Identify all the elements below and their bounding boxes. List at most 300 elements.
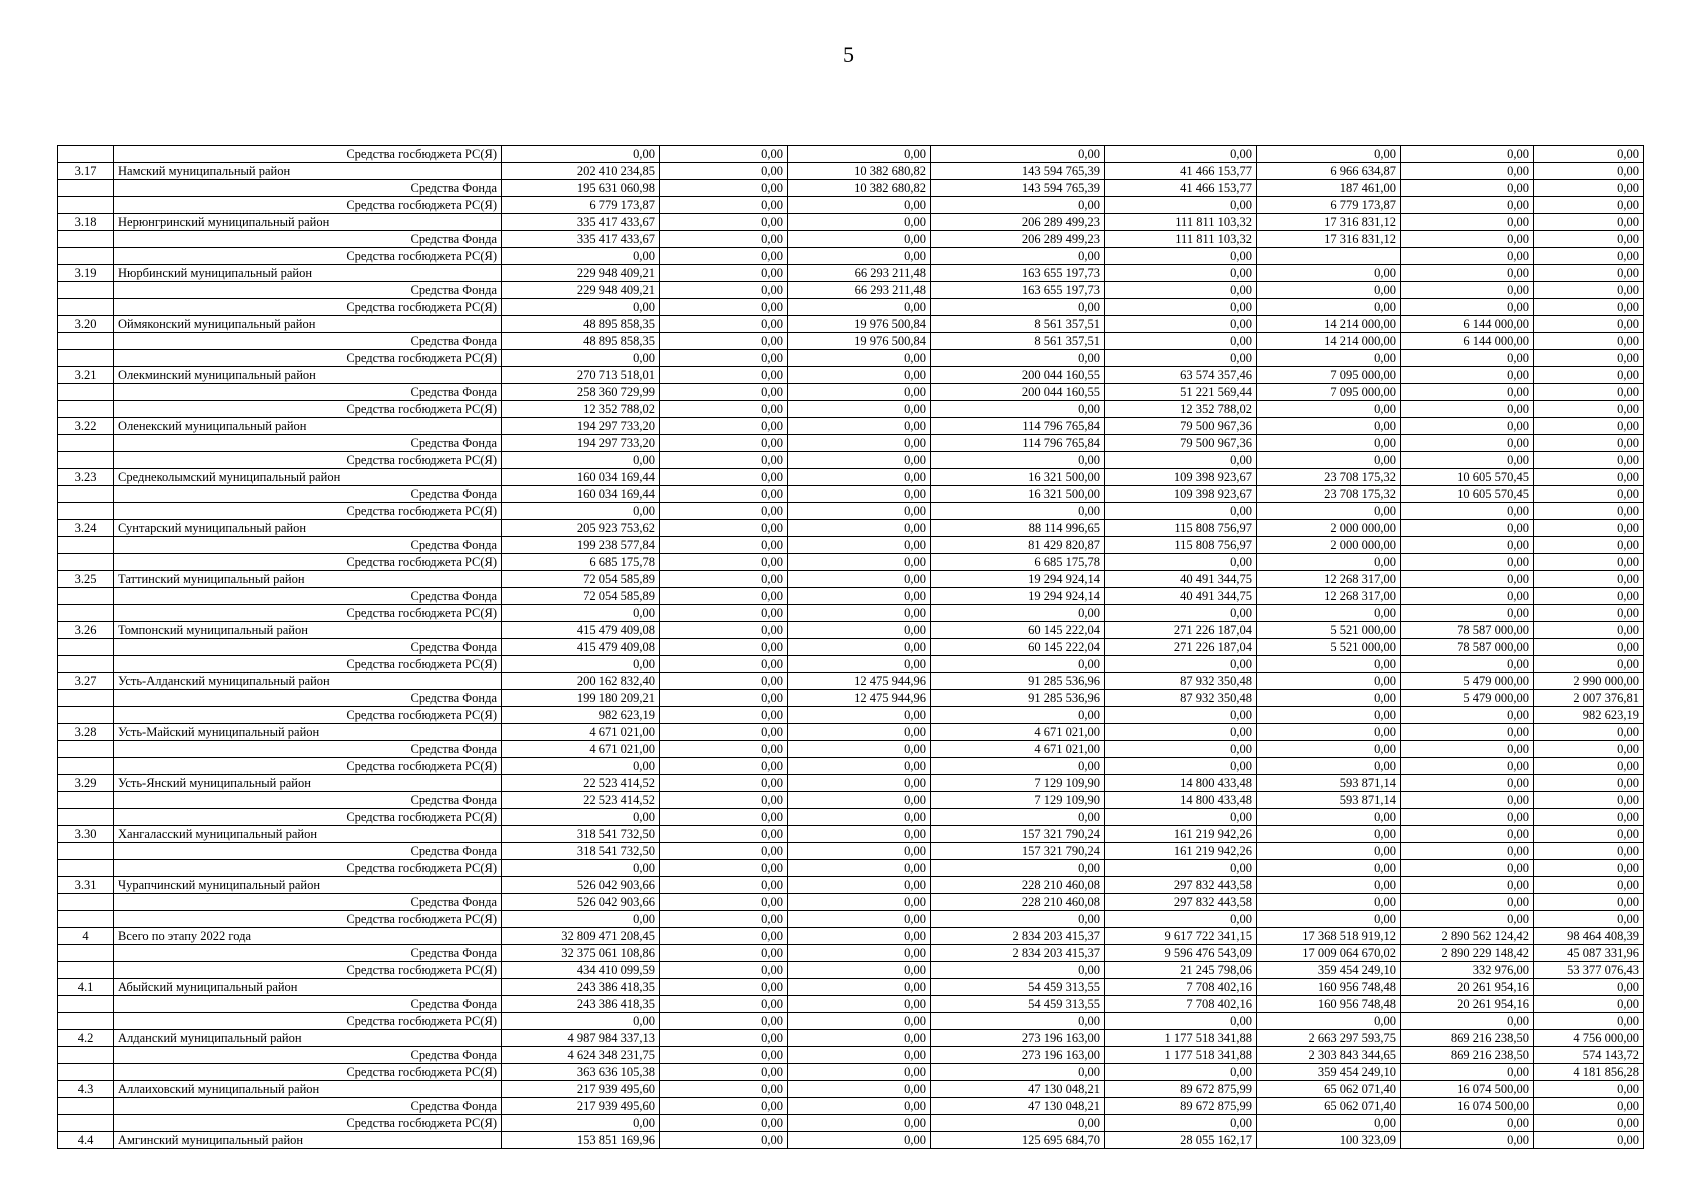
amount-cell: 206 289 499,23 <box>931 231 1105 248</box>
amount-cell: 0,00 <box>788 826 931 843</box>
district-name: Чурапчинский муниципальный район <box>114 877 502 894</box>
amount-cell: 0,00 <box>931 911 1105 928</box>
funding-source-label: Средства Фонда <box>114 945 502 962</box>
amount-cell: 0,00 <box>1534 639 1644 656</box>
amount-cell: 0,00 <box>1257 554 1401 571</box>
amount-cell: 202 410 234,85 <box>502 163 660 180</box>
amount-cell: 88 114 996,65 <box>931 520 1105 537</box>
amount-cell: 66 293 211,48 <box>788 265 931 282</box>
amount-cell: 869 216 238,50 <box>1401 1047 1534 1064</box>
amount-cell: 0,00 <box>1534 299 1644 316</box>
amount-cell: 0,00 <box>660 197 788 214</box>
amount-cell: 0,00 <box>788 996 931 1013</box>
row-number <box>58 962 114 979</box>
amount-cell: 0,00 <box>1257 656 1401 673</box>
amount-cell: 5 521 000,00 <box>1257 639 1401 656</box>
amount-cell: 12 268 317,00 <box>1257 588 1401 605</box>
amount-cell: 0,00 <box>1534 180 1644 197</box>
row-number: 3.29 <box>58 775 114 792</box>
row-number <box>58 639 114 656</box>
amount-cell: 19 976 500,84 <box>788 316 931 333</box>
amount-cell: 0,00 <box>1257 435 1401 452</box>
amount-cell: 318 541 732,50 <box>502 843 660 860</box>
amount-cell: 0,00 <box>1534 1115 1644 1132</box>
district-name: Сунтарский муниципальный район <box>114 520 502 537</box>
amount-cell: 0,00 <box>1401 418 1534 435</box>
amount-cell: 271 226 187,04 <box>1105 622 1257 639</box>
amount-cell: 199 180 209,21 <box>502 690 660 707</box>
amount-cell: 157 321 790,24 <box>931 826 1105 843</box>
amount-cell: 229 948 409,21 <box>502 282 660 299</box>
table-subrow <box>58 707 1644 724</box>
amount-cell: 114 796 765,84 <box>931 418 1105 435</box>
amount-cell: 19 294 924,14 <box>931 571 1105 588</box>
amount-cell: 7 095 000,00 <box>1257 384 1401 401</box>
amount-cell: 0,00 <box>660 1132 788 1149</box>
funding-source-label: Средства госбюджета РС(Я) <box>114 452 502 469</box>
amount-cell: 6 144 000,00 <box>1401 316 1534 333</box>
amount-cell: 7 129 109,90 <box>931 792 1105 809</box>
amount-cell: 109 398 923,67 <box>1105 469 1257 486</box>
amount-cell: 0,00 <box>1534 214 1644 231</box>
amount-cell: 0,00 <box>788 758 931 775</box>
amount-cell: 17 316 831,12 <box>1257 231 1401 248</box>
amount-cell: 65 062 071,40 <box>1257 1098 1401 1115</box>
amount-cell: 0,00 <box>1105 911 1257 928</box>
amount-cell: 0,00 <box>1401 452 1534 469</box>
amount-cell: 0,00 <box>660 673 788 690</box>
amount-cell <box>1257 248 1401 265</box>
amount-cell: 0,00 <box>660 1081 788 1098</box>
amount-cell: 0,00 <box>660 809 788 826</box>
table-subrow <box>58 452 1644 469</box>
funding-source-label: Средства Фонда <box>114 690 502 707</box>
amount-cell: 0,00 <box>660 741 788 758</box>
amount-cell: 0,00 <box>1257 350 1401 367</box>
amount-cell: 0,00 <box>1105 333 1257 350</box>
table-row <box>58 928 1644 945</box>
funding-source-label: Средства госбюджета РС(Я) <box>114 146 502 163</box>
row-number: 3.31 <box>58 877 114 894</box>
amount-cell: 0,00 <box>1534 197 1644 214</box>
amount-cell: 0,00 <box>660 979 788 996</box>
amount-cell: 0,00 <box>1105 248 1257 265</box>
funding-source-label: Средства Фонда <box>114 588 502 605</box>
amount-cell: 0,00 <box>1401 605 1534 622</box>
amount-cell: 0,00 <box>660 928 788 945</box>
amount-cell: 0,00 <box>931 350 1105 367</box>
row-number: 3.17 <box>58 163 114 180</box>
amount-cell: 0,00 <box>931 605 1105 622</box>
amount-cell: 0,00 <box>1534 316 1644 333</box>
amount-cell: 2 834 203 415,37 <box>931 928 1105 945</box>
amount-cell: 0,00 <box>1401 367 1534 384</box>
amount-cell: 2 890 562 124,42 <box>1401 928 1534 945</box>
amount-cell: 109 398 923,67 <box>1105 486 1257 503</box>
table-subrow <box>58 843 1644 860</box>
amount-cell: 0,00 <box>931 1115 1105 1132</box>
amount-cell: 217 939 495,60 <box>502 1081 660 1098</box>
amount-cell: 22 523 414,52 <box>502 792 660 809</box>
amount-cell: 0,00 <box>1534 1132 1644 1149</box>
amount-cell: 0,00 <box>660 384 788 401</box>
table-row <box>58 1030 1644 1047</box>
funding-source-label: Средства госбюджета РС(Я) <box>114 1064 502 1081</box>
amount-cell: 0,00 <box>788 724 931 741</box>
amount-cell: 160 034 169,44 <box>502 469 660 486</box>
funding-source-label: Средства госбюджета РС(Я) <box>114 1013 502 1030</box>
amount-cell: 0,00 <box>660 316 788 333</box>
table-row <box>58 367 1644 384</box>
table-row <box>58 673 1644 690</box>
table-subrow <box>58 911 1644 928</box>
amount-cell: 0,00 <box>931 197 1105 214</box>
amount-cell: 0,00 <box>1401 877 1534 894</box>
amount-cell: 54 459 313,55 <box>931 996 1105 1013</box>
amount-cell: 0,00 <box>1105 656 1257 673</box>
amount-cell: 0,00 <box>1401 758 1534 775</box>
row-number <box>58 792 114 809</box>
amount-cell: 4 671 021,00 <box>502 724 660 741</box>
row-number <box>58 452 114 469</box>
row-number <box>58 690 114 707</box>
funding-source-label: Средства Фонда <box>114 435 502 452</box>
amount-cell: 0,00 <box>788 146 931 163</box>
amount-cell: 0,00 <box>788 571 931 588</box>
amount-cell: 526 042 903,66 <box>502 877 660 894</box>
amount-cell: 0,00 <box>1105 741 1257 758</box>
amount-cell: 0,00 <box>931 860 1105 877</box>
table-subrow <box>58 401 1644 418</box>
table-row <box>58 520 1644 537</box>
amount-cell: 0,00 <box>1257 860 1401 877</box>
amount-cell: 0,00 <box>660 588 788 605</box>
amount-cell: 0,00 <box>660 537 788 554</box>
table-subrow <box>58 282 1644 299</box>
amount-cell: 65 062 071,40 <box>1257 1081 1401 1098</box>
row-number: 4.1 <box>58 979 114 996</box>
row-number: 3.18 <box>58 214 114 231</box>
table-subrow <box>58 537 1644 554</box>
amount-cell: 4 671 021,00 <box>502 741 660 758</box>
amount-cell: 89 672 875,99 <box>1105 1098 1257 1115</box>
amount-cell: 0,00 <box>1401 503 1534 520</box>
table-subrow <box>58 350 1644 367</box>
amount-cell: 0,00 <box>788 860 931 877</box>
table-subrow <box>58 792 1644 809</box>
amount-cell: 0,00 <box>660 758 788 775</box>
amount-cell: 48 895 858,35 <box>502 316 660 333</box>
amount-cell: 16 321 500,00 <box>931 469 1105 486</box>
amount-cell: 0,00 <box>1401 1064 1534 1081</box>
amount-cell: 0,00 <box>788 214 931 231</box>
amount-cell: 0,00 <box>1534 435 1644 452</box>
amount-cell: 982 623,19 <box>1534 707 1644 724</box>
amount-cell: 91 285 536,96 <box>931 690 1105 707</box>
amount-cell: 0,00 <box>1257 299 1401 316</box>
amount-cell: 0,00 <box>1105 1115 1257 1132</box>
funding-source-label: Средства Фонда <box>114 894 502 911</box>
amount-cell: 78 587 000,00 <box>1401 622 1534 639</box>
amount-cell: 6 685 175,78 <box>502 554 660 571</box>
amount-cell: 19 976 500,84 <box>788 333 931 350</box>
amount-cell: 89 672 875,99 <box>1105 1081 1257 1098</box>
amount-cell: 0,00 <box>660 1030 788 1047</box>
amount-cell: 243 386 418,35 <box>502 979 660 996</box>
amount-cell: 200 162 832,40 <box>502 673 660 690</box>
table-subrow <box>58 690 1644 707</box>
row-number <box>58 605 114 622</box>
amount-cell: 4 671 021,00 <box>931 741 1105 758</box>
amount-cell: 0,00 <box>1534 622 1644 639</box>
row-number: 3.21 <box>58 367 114 384</box>
amount-cell: 0,00 <box>1401 214 1534 231</box>
amount-cell: 0,00 <box>788 1030 931 1047</box>
amount-cell: 60 145 222,04 <box>931 622 1105 639</box>
amount-cell: 41 466 153,77 <box>1105 180 1257 197</box>
district-name: Оленекский муниципальный район <box>114 418 502 435</box>
amount-cell: 0,00 <box>1534 282 1644 299</box>
amount-cell: 0,00 <box>502 758 660 775</box>
amount-cell: 273 196 163,00 <box>931 1030 1105 1047</box>
amount-cell: 6 779 173,87 <box>502 197 660 214</box>
amount-cell: 297 832 443,58 <box>1105 894 1257 911</box>
amount-cell: 0,00 <box>1401 826 1534 843</box>
amount-cell: 0,00 <box>931 401 1105 418</box>
table-row <box>58 163 1644 180</box>
amount-cell: 7 708 402,16 <box>1105 996 1257 1013</box>
amount-cell: 100 323,09 <box>1257 1132 1401 1149</box>
table-subrow <box>58 996 1644 1013</box>
amount-cell: 0,00 <box>660 265 788 282</box>
funding-source-label: Средства Фонда <box>114 639 502 656</box>
amount-cell: 6 779 173,87 <box>1257 197 1401 214</box>
amount-cell: 0,00 <box>1401 1115 1534 1132</box>
amount-cell: 12 352 788,02 <box>1105 401 1257 418</box>
amount-cell: 0,00 <box>931 452 1105 469</box>
row-number <box>58 231 114 248</box>
amount-cell: 0,00 <box>931 656 1105 673</box>
amount-cell: 10 382 680,82 <box>788 180 931 197</box>
amount-cell: 91 285 536,96 <box>931 673 1105 690</box>
amount-cell: 0,00 <box>660 775 788 792</box>
amount-cell: 79 500 967,36 <box>1105 418 1257 435</box>
amount-cell: 0,00 <box>1401 809 1534 826</box>
amount-cell: 161 219 942,26 <box>1105 826 1257 843</box>
amount-cell: 143 594 765,39 <box>931 180 1105 197</box>
amount-cell: 0,00 <box>1257 724 1401 741</box>
amount-cell: 4 987 984 337,13 <box>502 1030 660 1047</box>
table-row <box>58 418 1644 435</box>
amount-cell: 335 417 433,67 <box>502 214 660 231</box>
amount-cell: 0,00 <box>660 418 788 435</box>
district-name: Хангаласский муниципальный район <box>114 826 502 843</box>
table-subrow <box>58 486 1644 503</box>
amount-cell: 415 479 409,08 <box>502 622 660 639</box>
row-number <box>58 656 114 673</box>
amount-cell: 0,00 <box>1534 826 1644 843</box>
amount-cell: 163 655 197,73 <box>931 265 1105 282</box>
amount-cell: 0,00 <box>788 911 931 928</box>
table-row <box>58 979 1644 996</box>
amount-cell: 0,00 <box>1534 248 1644 265</box>
budget-table <box>57 145 1644 1149</box>
table-subrow <box>58 299 1644 316</box>
amount-cell: 0,00 <box>788 707 931 724</box>
amount-cell: 7 095 000,00 <box>1257 367 1401 384</box>
amount-cell: 0,00 <box>660 282 788 299</box>
amount-cell: 0,00 <box>1534 792 1644 809</box>
amount-cell: 0,00 <box>502 248 660 265</box>
amount-cell: 0,00 <box>1257 1013 1401 1030</box>
amount-cell: 0,00 <box>1257 877 1401 894</box>
amount-cell: 2 303 843 344,65 <box>1257 1047 1401 1064</box>
amount-cell: 160 034 169,44 <box>502 486 660 503</box>
amount-cell: 6 685 175,78 <box>931 554 1105 571</box>
amount-cell: 0,00 <box>788 622 931 639</box>
amount-cell: 163 655 197,73 <box>931 282 1105 299</box>
funding-source-label: Средства госбюджета РС(Я) <box>114 962 502 979</box>
amount-cell: 0,00 <box>1105 860 1257 877</box>
amount-cell: 2 007 376,81 <box>1534 690 1644 707</box>
amount-cell: 0,00 <box>788 809 931 826</box>
row-number <box>58 1047 114 1064</box>
district-name: Аллаиховский муниципальный район <box>114 1081 502 1098</box>
funding-source-label: Средства госбюджета РС(Я) <box>114 605 502 622</box>
amount-cell: 0,00 <box>660 894 788 911</box>
amount-cell: 0,00 <box>1105 316 1257 333</box>
amount-cell: 5 479 000,00 <box>1401 690 1534 707</box>
amount-cell: 63 574 357,46 <box>1105 367 1257 384</box>
amount-cell: 0,00 <box>931 1064 1105 1081</box>
row-number <box>58 911 114 928</box>
amount-cell: 0,00 <box>1401 860 1534 877</box>
table-row <box>58 622 1644 639</box>
amount-cell: 0,00 <box>1534 979 1644 996</box>
amount-cell: 229 948 409,21 <box>502 265 660 282</box>
amount-cell: 0,00 <box>931 758 1105 775</box>
amount-cell: 0,00 <box>660 877 788 894</box>
amount-cell: 869 216 238,50 <box>1401 1030 1534 1047</box>
funding-source-label: Средства госбюджета РС(Я) <box>114 503 502 520</box>
amount-cell: 217 939 495,60 <box>502 1098 660 1115</box>
amount-cell: 0,00 <box>1534 656 1644 673</box>
funding-source-label: Средства Фонда <box>114 537 502 554</box>
amount-cell: 0,00 <box>1534 486 1644 503</box>
amount-cell: 0,00 <box>788 435 931 452</box>
amount-cell: 40 491 344,75 <box>1105 588 1257 605</box>
amount-cell: 0,00 <box>788 588 931 605</box>
amount-cell: 47 130 048,21 <box>931 1098 1105 1115</box>
amount-cell: 0,00 <box>1534 588 1644 605</box>
table-subrow <box>58 384 1644 401</box>
amount-cell: 0,00 <box>1105 554 1257 571</box>
amount-cell: 81 429 820,87 <box>931 537 1105 554</box>
amount-cell: 194 297 733,20 <box>502 418 660 435</box>
amount-cell: 0,00 <box>1257 826 1401 843</box>
row-number <box>58 809 114 826</box>
row-number <box>58 996 114 1013</box>
amount-cell: 0,00 <box>660 792 788 809</box>
amount-cell: 0,00 <box>502 656 660 673</box>
amount-cell: 0,00 <box>931 248 1105 265</box>
amount-cell: 66 293 211,48 <box>788 282 931 299</box>
row-number <box>58 1013 114 1030</box>
funding-source-label: Средства Фонда <box>114 1047 502 1064</box>
amount-cell: 53 377 076,43 <box>1534 962 1644 979</box>
amount-cell: 0,00 <box>788 741 931 758</box>
funding-source-label: Средства госбюджета РС(Я) <box>114 911 502 928</box>
row-number <box>58 741 114 758</box>
amount-cell: 0,00 <box>1534 520 1644 537</box>
row-number <box>58 503 114 520</box>
amount-cell: 0,00 <box>1401 554 1534 571</box>
amount-cell: 199 238 577,84 <box>502 537 660 554</box>
amount-cell: 0,00 <box>660 367 788 384</box>
amount-cell: 0,00 <box>788 469 931 486</box>
row-number <box>58 707 114 724</box>
funding-source-label: Средства Фонда <box>114 741 502 758</box>
district-name: Оймяконский муниципальный район <box>114 316 502 333</box>
amount-cell: 0,00 <box>1401 741 1534 758</box>
amount-cell: 0,00 <box>1401 911 1534 928</box>
district-name: Амгинский муниципальный район <box>114 1132 502 1149</box>
amount-cell: 0,00 <box>1534 1081 1644 1098</box>
amount-cell: 0,00 <box>1257 911 1401 928</box>
amount-cell: 0,00 <box>931 1013 1105 1030</box>
amount-cell: 0,00 <box>1534 758 1644 775</box>
table-subrow <box>58 605 1644 622</box>
amount-cell: 160 956 748,48 <box>1257 979 1401 996</box>
amount-cell: 5 521 000,00 <box>1257 622 1401 639</box>
amount-cell: 0,00 <box>1257 146 1401 163</box>
amount-cell: 0,00 <box>660 452 788 469</box>
amount-cell: 0,00 <box>1105 197 1257 214</box>
amount-cell: 0,00 <box>1257 894 1401 911</box>
row-number: 3.20 <box>58 316 114 333</box>
funding-source-label: Средства госбюджета РС(Я) <box>114 197 502 214</box>
district-name: Намский муниципальный район <box>114 163 502 180</box>
funding-source-label: Средства Фонда <box>114 333 502 350</box>
row-number: 4 <box>58 928 114 945</box>
table-subrow <box>58 656 1644 673</box>
row-number: 3.24 <box>58 520 114 537</box>
amount-cell: 98 464 408,39 <box>1534 928 1644 945</box>
row-number <box>58 299 114 316</box>
amount-cell: 0,00 <box>788 418 931 435</box>
amount-cell: 0,00 <box>1401 537 1534 554</box>
amount-cell: 982 623,19 <box>502 707 660 724</box>
amount-cell: 160 956 748,48 <box>1257 996 1401 1013</box>
amount-cell: 228 210 460,08 <box>931 894 1105 911</box>
amount-cell: 115 808 756,97 <box>1105 537 1257 554</box>
amount-cell: 0,00 <box>788 503 931 520</box>
amount-cell: 0,00 <box>1401 656 1534 673</box>
amount-cell: 271 226 187,04 <box>1105 639 1257 656</box>
amount-cell: 0,00 <box>1534 401 1644 418</box>
table-body <box>58 146 1644 1149</box>
amount-cell: 0,00 <box>660 1098 788 1115</box>
amount-cell: 2 000 000,00 <box>1257 520 1401 537</box>
row-number: 3.30 <box>58 826 114 843</box>
amount-cell: 0,00 <box>660 826 788 843</box>
funding-source-label: Средства госбюджета РС(Я) <box>114 656 502 673</box>
amount-cell: 0,00 <box>660 469 788 486</box>
amount-cell: 0,00 <box>788 639 931 656</box>
amount-cell: 7 708 402,16 <box>1105 979 1257 996</box>
amount-cell: 0,00 <box>660 180 788 197</box>
amount-cell: 0,00 <box>1105 1013 1257 1030</box>
